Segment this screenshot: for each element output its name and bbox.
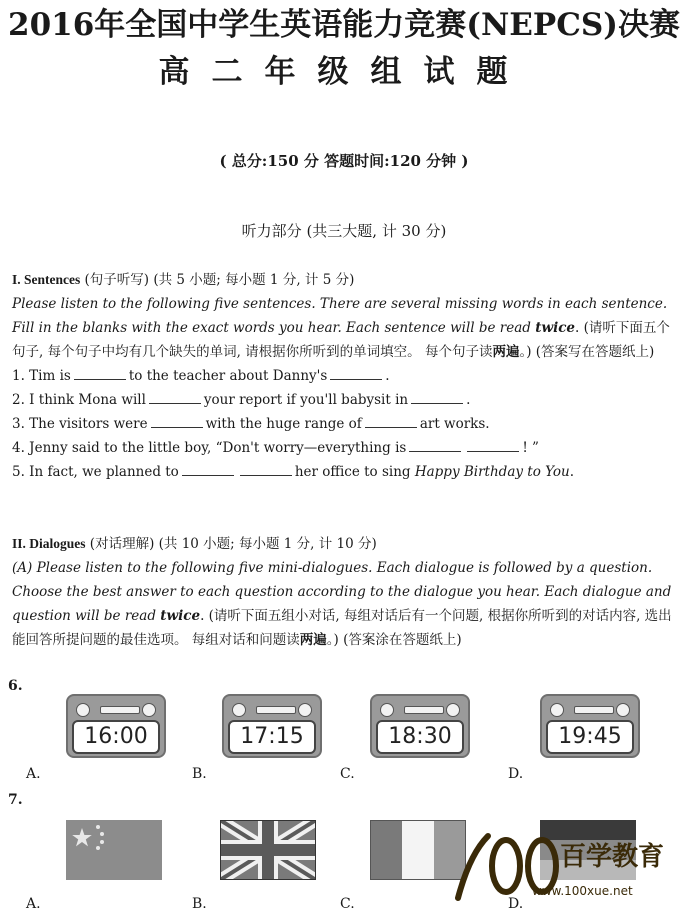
clock-button-icon (380, 703, 394, 717)
part2-heading: II. Dialogues (对话理解) (共 10 小题; 每小题 1 分, 计 10 分) (12, 536, 377, 552)
exam-meta: ( 总分:150 分 答题时间:120 分钟 ) (219, 152, 469, 170)
china-flag-icon (66, 820, 162, 880)
clock-time: 16:00 (72, 720, 160, 754)
part1-instructions: Please listen to the following five sentences. There are several missing words in each sentence. Fill in the blanks with the exact words you hear. Each sentence will be read twice. (请听下面五个句子, 每个句子中均有几个缺失的单词, 请根据你所听到的单词填空。 每个句子读两遍。) (答案写在答题纸上) (12, 296, 670, 360)
sentence-2: 2. I think Mona will your report if you'll babysit in . (12, 388, 672, 412)
clock-button-icon (298, 703, 312, 717)
listening-heading: 听力部分 (共三大题, 计 30 分) (241, 222, 447, 240)
watermark-logo (448, 828, 665, 908)
sentence-5: 5. In fact, we planned to her office to sing Happy Birthday to You. (12, 460, 672, 484)
blank[interactable] (411, 389, 463, 404)
question-7-number: 7. (8, 792, 23, 808)
uk-flag-icon (220, 820, 316, 880)
clock-button-icon (446, 703, 460, 717)
clock-time: 18:30 (376, 720, 464, 754)
exam-subtitle: 高二年级组试题 (158, 54, 530, 90)
blank[interactable] (365, 413, 417, 428)
part2-section (12, 532, 672, 652)
blank[interactable] (240, 461, 292, 476)
sentence-1: 1. Tim is to the teacher about Danny's . (12, 364, 672, 388)
option-b-label[interactable]: B. (192, 896, 207, 912)
blank[interactable] (330, 365, 382, 380)
option-d-label[interactable]: D. (508, 896, 524, 912)
option-c-label[interactable]: C. (340, 766, 355, 782)
option-b-label[interactable]: B. (192, 766, 207, 782)
logo-url: www.100xue.net (532, 884, 633, 898)
clock-time: 19:45 (546, 720, 634, 754)
blank[interactable] (409, 437, 461, 452)
clock-option-a (66, 694, 166, 758)
blank[interactable] (151, 413, 203, 428)
logo-text: 百学教育 (560, 842, 665, 872)
part1-section (12, 268, 672, 484)
clock-bar-icon (100, 706, 140, 714)
question-6-number: 6. (8, 678, 23, 694)
clock-button-icon (550, 703, 564, 717)
clock-option-c (370, 694, 470, 758)
clock-option-d (540, 694, 640, 758)
clock-bar-icon (256, 706, 296, 714)
exam-title: 2016年全国中学生英语能力竞赛(NEPCS)决赛 (8, 7, 680, 43)
clock-bar-icon (574, 706, 614, 714)
sentence-3: 3. The visitors were with the huge range of art works. (12, 412, 672, 436)
part1-heading: I. Sentences (句子听写) (共 5 小题; 每小题 1 分, 计 5 分) (12, 272, 355, 288)
clock-button-icon (232, 703, 246, 717)
sentence-4: 4. Jenny said to the little boy, “Don't worry—everything is ! ” (12, 436, 672, 460)
part2-instructions: (A) Please listen to the following five mini-dialogues. Each dialogue is followed by a question. Choose the best answer to each question according to the dialogue you hear. Each dialogue and question will be read twice. (请听下面五组小对话, 每组对话后有一个问题, 根据你所听到的对话内容, 选出能回答所提问题的最佳选项。 每组对话和问题读两遍。) (答案涂在答题纸上) (12, 560, 672, 648)
blank[interactable] (182, 461, 234, 476)
clock-button-icon (616, 703, 630, 717)
option-a-label[interactable]: A. (26, 766, 41, 782)
clock-button-icon (142, 703, 156, 717)
clock-time: 17:15 (228, 720, 316, 754)
clock-button-icon (76, 703, 90, 717)
clock-bar-icon (404, 706, 444, 714)
option-d-label[interactable]: D. (508, 766, 524, 782)
blank[interactable] (467, 437, 519, 452)
blank[interactable] (74, 365, 126, 380)
option-c-label[interactable]: C. (340, 896, 355, 912)
clock-option-b (222, 694, 322, 758)
blank[interactable] (149, 389, 201, 404)
option-a-label[interactable]: A. (26, 896, 41, 912)
